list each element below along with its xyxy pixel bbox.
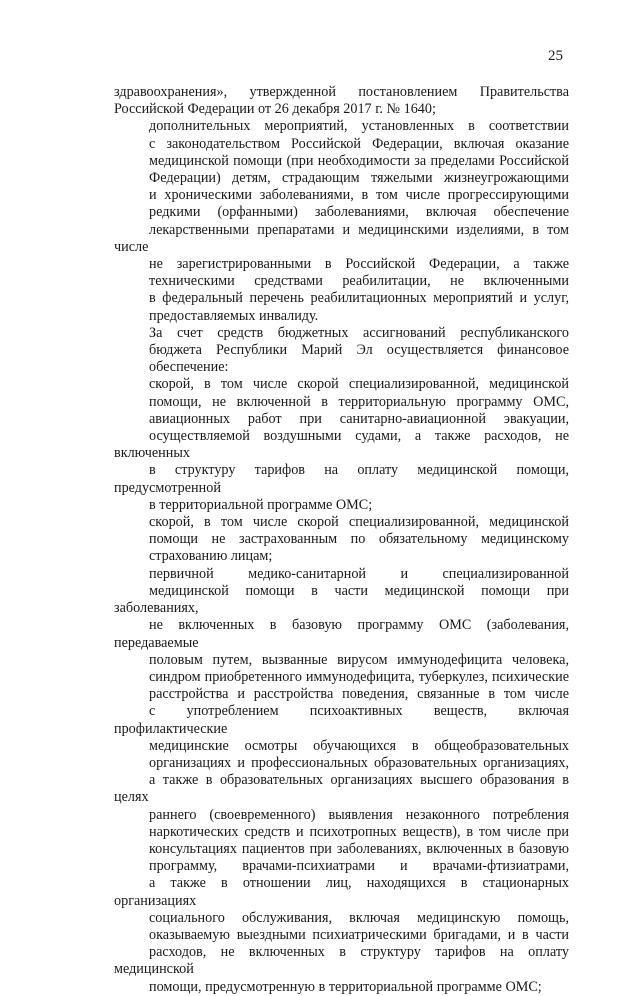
text-line: а также в отношении лиц, находящихся в стационарных организациях <box>114 875 569 909</box>
text-line: страхованию лицам; <box>149 548 273 565</box>
paragraph <box>114 514 569 566</box>
text-line: в федеральный перечень реабилитационных мероприятий и услуг, <box>149 290 569 307</box>
text-line: обеспечение: <box>149 359 229 376</box>
text-line: предоставляемых инвалиду. <box>149 307 319 324</box>
document-body <box>114 84 569 996</box>
text-line: расстройства и расстройства поведения, связанные в том числе <box>149 686 569 703</box>
page-number: 25 <box>548 48 563 64</box>
text-line: авиационных работ при санитарно-авиационной эвакуации, <box>149 410 569 427</box>
text-line: техническими средствами реабилитации, не включенными <box>149 273 569 290</box>
text-line: консультациях пациентов при заболеваниях, включенных в базовую <box>149 840 569 857</box>
text-line: с употреблением психоактивных веществ, включая профилактические <box>114 703 569 737</box>
text-line: синдром приобретенного иммунодефицита, туберкулез, психические <box>149 668 569 685</box>
text-line: а также в образовательных организациях высшего образования в целях <box>114 772 569 806</box>
text-line: Федерации) детям, страдающим тяжелыми жизнеугрожающими <box>149 170 569 187</box>
text-line: половым путем, вызванные вирусом иммунодефицита человека, <box>149 651 569 668</box>
paragraph <box>114 325 569 377</box>
text-line: программу, врачами-психиатрами и врачами-фтизиатрами, <box>149 858 569 875</box>
text-line: осуществляемой воздушными судами, а также расходов, не включенных <box>114 428 569 462</box>
text-line: лекарственными препаратами и медицинскими изделиями, в том числе <box>114 221 569 255</box>
text-line: не зарегистрированными в Российской Федерации, а также <box>149 256 569 273</box>
text-line: бюджета Республики Марий Эл осуществляется финансовое <box>149 342 569 359</box>
text-line: скорой, в том числе скорой специализированной, медицинской <box>149 376 569 393</box>
text-line: расходов, не включенных в структуру тарифов на оплату медицинской <box>114 944 569 978</box>
text-line: наркотических средств и психотропных веществ), в том числе при <box>149 823 569 840</box>
text-line: в территориальной программе ОМС; <box>149 496 373 513</box>
text-line: оказываемую выездными психиатрическими бригадами, и в части <box>149 926 569 943</box>
text-line: первичной медико-санитарной и специализированной <box>149 565 569 582</box>
text-line: Российской Федерации от 26 декабря 2017 г. № 1640; <box>114 101 436 118</box>
text-line: медицинской помощи в части медицинской помощи при заболеваниях, <box>114 582 569 617</box>
text-line: здравоохранения», утвержденной постановлением Правительства <box>114 84 569 100</box>
paragraph <box>114 118 569 324</box>
text-line: скорой, в том числе скорой специализированной, медицинской <box>149 514 569 531</box>
text-line: За счет средств бюджетных ассигнований республиканского <box>149 324 569 341</box>
text-line: редкими (орфанными) заболеваниями, включая обеспечение <box>149 204 569 221</box>
text-line: и хроническими заболеваниями, в том числе прогрессирующими <box>149 187 569 204</box>
text-line: не включенных в базовую программу ОМС (заболевания, передаваемые <box>114 617 569 651</box>
text-line: дополнительных мероприятий, установленных в соответствии <box>149 118 569 135</box>
text-line: раннего (своевременного) выявления незаконного потребления <box>149 806 569 823</box>
text-line: с законодательством Российской Федерации, включая оказание <box>149 135 569 152</box>
text-line: помощи не застрахованным по обязательному медицинскому <box>149 531 569 548</box>
text-line: медицинской помощи (при необходимости за пределами Российской <box>149 152 569 169</box>
paragraph <box>114 376 569 514</box>
paragraph <box>114 84 569 118</box>
text-line: социального обслуживания, включая медицинскую помощь, <box>149 909 569 926</box>
text-line: медицинские осмотры обучающихся в общеобразовательных <box>149 737 569 754</box>
text-line: в структуру тарифов на оплату медицинской помощи, предусмотренной <box>114 462 569 496</box>
text-line: помощи, не включенной в территориальную программу ОМС, <box>149 393 569 410</box>
text-line: помощи, предусмотренную в территориальной программе ОМС; <box>149 978 542 995</box>
text-line: организациях и профессиональных образовательных организациях, <box>149 754 569 771</box>
paragraph <box>114 566 569 996</box>
